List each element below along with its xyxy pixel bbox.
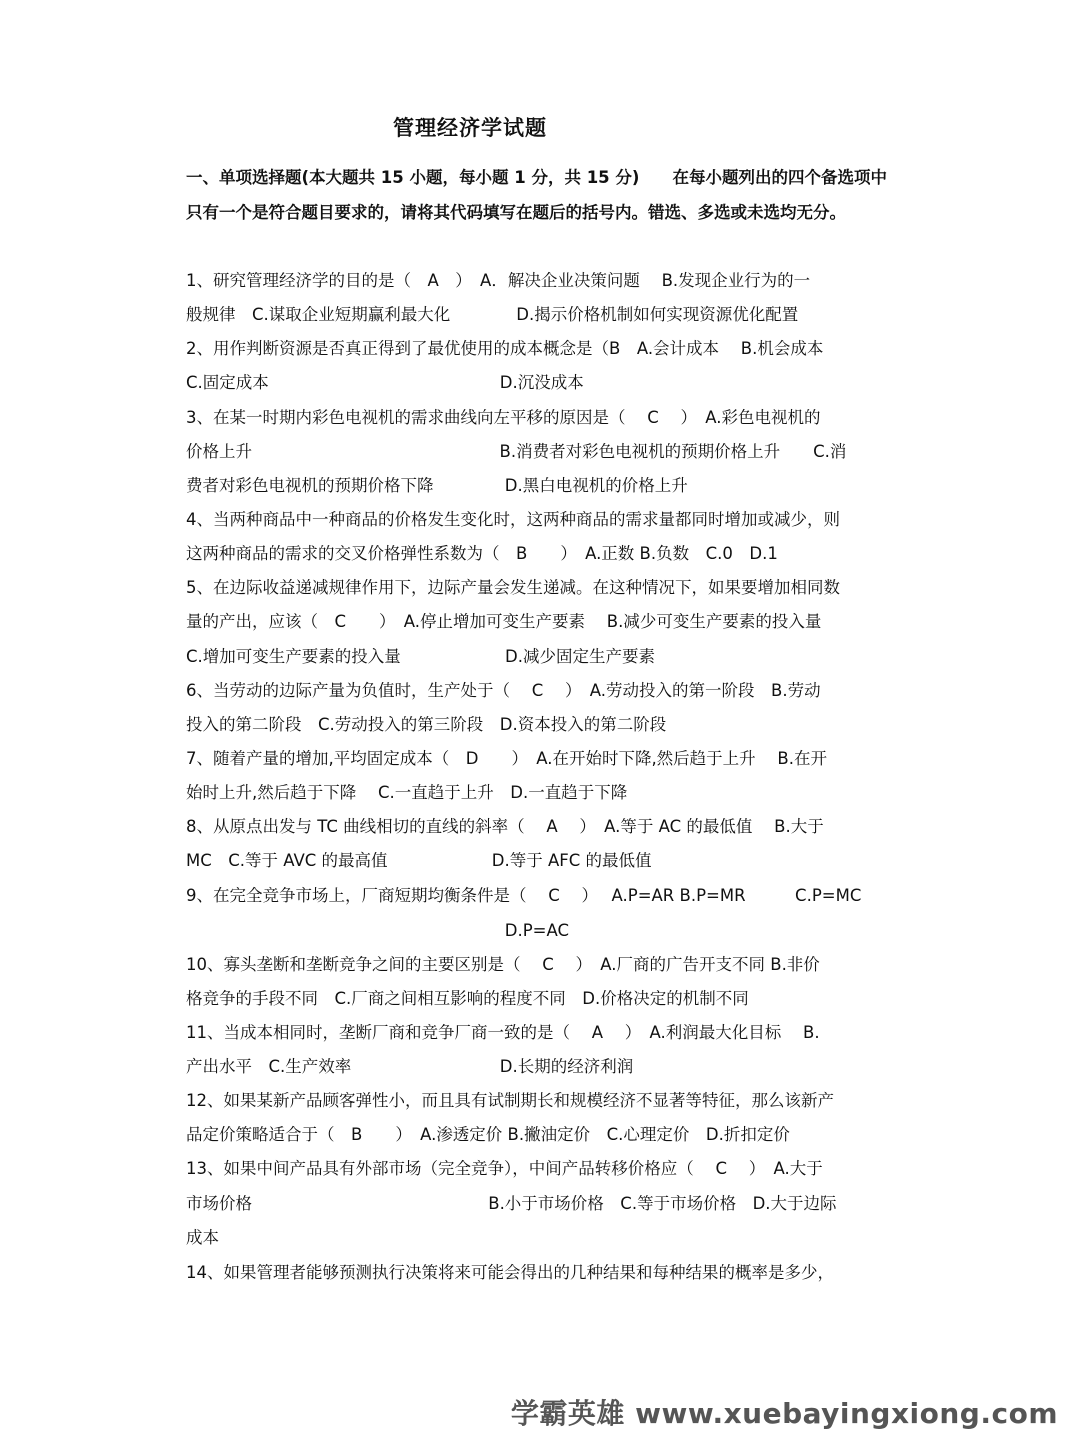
page-title: 管理经济学试题 [393,116,547,140]
question-line: 品定价策略适合于（ B ） A.渗透定价 B.撇油定价 C.心理定价 D.折扣定价 [186,1125,790,1144]
question-line: 6、当劳动的边际产量为负值时，生产处于（ C ） A.劳动投入的第一阶段 B.劳动 [186,681,821,700]
question-line: 10、寡头垄断和垄断竞争之间的主要区别是（ C ） A.厂商的广告开支不同 B.非价 [186,955,820,974]
question-line: C.固定成本 D.沉没成本 [186,373,584,392]
question-line: MC C.等于 AVC 的最高值 D.等于 AFC 的最低值 [186,851,652,870]
section-heading: 一、单项选择题(本大题共 15 小题，每小题 1 分，共 15 分) 在每小题列出的四个备选项中只有一个是符合题目要求的，请将其代码填写在题后的括号内。错选、多选或未选均无分。 [186,168,887,222]
question-line: 13、如果中间产品具有外部市场（完全竞争），中间产品转移价格应（ C ） A.大于 [186,1159,823,1178]
question-line: 2、用作判断资源是否真正得到了最优使用的成本概念是（B A.会计成本 B.机会成本 [186,339,824,358]
watermark: 学霸英雄 www.xuebayingxiong.com [510,1397,1058,1430]
question-line: C.增加可变生产要素的投入量 D.减少固定生产要素 [186,647,655,666]
question-line: 般规律 C.谋取企业短期赢利最大化 D.揭示价格机制如何实现资源优化配置 [186,305,799,324]
question-line: 量的产出，应该（ C ） A.停止增加可变生产要素 B.减少可变生产要素的投入量 [186,612,822,631]
question-line: 市场价格 B.小于市场价格 C.等于市场价格 D.大于边际 [186,1194,837,1213]
question-line: 14、如果管理者能够预测执行决策将来可能会得出的几种结果和每种结果的概率是多少， [186,1263,834,1282]
question-line: 这两种商品的需求的交叉价格弹性系数为（ B ） A.正数 B.负数 C.0 D.1 [186,544,778,563]
question-line: 成本 [186,1228,219,1247]
question-line: 始时上升,然后趋于下降 C.一直趋于上升 D.一直趋于下降 [186,783,628,802]
question-line: 4、当两种商品中一种商品的价格发生变化时，这两种商品的需求量都同时增加或减少，则 [186,510,840,529]
question-line: 5、在边际收益递减规律作用下，边际产量会发生递减。在这种情况下，如果要增加相同数 [186,578,840,597]
question-line: 产出水平 C.生产效率 D.长期的经济利润 [186,1057,634,1076]
question-line: 费者对彩色电视机的预期价格下降 D.黑白电视机的价格上升 [186,476,688,495]
question-line: 8、从原点出发与 TC 曲线相切的直线的斜率（ A ） A.等于 AC 的最低值 B.大于 [186,817,824,836]
question-line: 价格上升 B.消费者对彩色电视机的预期价格上升 C.消 [186,442,847,461]
question-line: 格竞争的手段不同 C.厂商之间相互影响的程度不同 D.价格决定的机制不同 [186,989,749,1008]
question-line: 9、在完全竞争市场上，厂商短期均衡条件是（ C ） A.P=AR B.P=MR C.P=MC [186,886,862,905]
question-line: 12、如果某新产品顾客弹性小，而且具有试制期长和规模经济不显著等特征，那么该新产 [186,1091,834,1110]
question-line: 1、研究管理经济学的目的是（ A ） A．解决企业决策问题 B.发现企业行为的一 [186,271,811,290]
question-line: 7、随着产量的增加,平均固定成本（ D ） A.在开始时下降,然后趋于上升 B.在开 [186,749,827,768]
question-line: 投入的第二阶段 C.劳动投入的第三阶段 D.资本投入的第二阶段 [186,715,667,734]
question-line: D.P=AC [186,921,569,940]
question-line: 11、当成本相同时，垄断厂商和竞争厂商一致的是（ A ） A.利润最大化目标 B. [186,1023,820,1042]
question-line: 3、在某一时期内彩色电视机的需求曲线向左平移的原因是（ C ） A.彩色电视机的 [186,408,821,427]
